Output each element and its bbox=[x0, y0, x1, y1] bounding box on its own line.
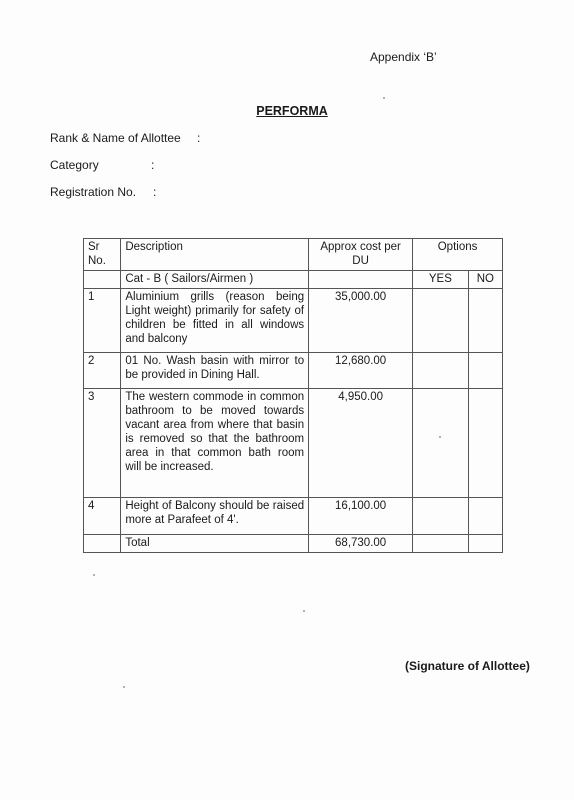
category-label: Category bbox=[50, 158, 99, 172]
row-no-cell[interactable] bbox=[468, 353, 502, 389]
header-yes: YES bbox=[413, 271, 469, 289]
header-no: NO bbox=[468, 271, 502, 289]
row-yes-cell[interactable] bbox=[413, 289, 469, 353]
table-header-row bbox=[84, 239, 503, 271]
signature-label: (Signature of Allottee) bbox=[405, 659, 530, 673]
scan-speck bbox=[303, 610, 305, 612]
row-yes-cell[interactable] bbox=[413, 389, 469, 498]
document-title: PERFORMA bbox=[256, 104, 328, 118]
header-cost: Approx cost per DU bbox=[309, 239, 413, 271]
header-options: Options bbox=[413, 239, 503, 271]
row-sr: 4 bbox=[84, 498, 121, 535]
rank-name-label: Rank & Name of Allottee bbox=[50, 131, 181, 145]
row-description: The western commode in common bathroom to be moved towards vacant area from where that basin is removed so that the bathroom area in that common bath room will be increased. bbox=[121, 389, 309, 498]
table-row bbox=[84, 289, 503, 353]
table-row bbox=[84, 353, 503, 389]
category-cost-cell bbox=[309, 271, 413, 289]
total-row bbox=[84, 535, 503, 553]
category-colon: : bbox=[151, 158, 155, 172]
row-description: Height of Balcony should be raised more at Parafeet of 4'. bbox=[121, 498, 309, 535]
header-sr: Sr No. bbox=[84, 239, 121, 271]
category-label-cell: Cat - B ( Sailors/Airmen ) bbox=[121, 271, 309, 289]
row-cost: 4,950.00 bbox=[309, 389, 413, 498]
row-cost: 12,680.00 bbox=[309, 353, 413, 389]
category-field bbox=[50, 158, 155, 172]
registration-label: Registration No. bbox=[50, 185, 137, 199]
row-sr: 1 bbox=[84, 289, 121, 353]
appendix-label: Appendix ‘B’ bbox=[370, 50, 437, 64]
row-description: 01 No. Wash basin with mirror to be provided in Dining Hall. bbox=[121, 353, 309, 389]
total-no-cell bbox=[468, 535, 502, 553]
row-yes-cell[interactable] bbox=[413, 353, 469, 389]
registration-field bbox=[50, 185, 157, 199]
scan-speck bbox=[383, 97, 385, 99]
row-no-cell[interactable] bbox=[468, 289, 502, 353]
total-yes-cell bbox=[413, 535, 469, 553]
scan-speck bbox=[93, 574, 95, 576]
total-value: 68,730.00 bbox=[309, 535, 413, 553]
row-cost: 35,000.00 bbox=[309, 289, 413, 353]
rank-name-colon: : bbox=[197, 131, 201, 145]
row-sr: 3 bbox=[84, 389, 121, 498]
row-yes-cell[interactable] bbox=[413, 498, 469, 535]
row-sr: 2 bbox=[84, 353, 121, 389]
registration-colon: : bbox=[153, 185, 157, 199]
performa-table bbox=[83, 238, 503, 553]
table-row bbox=[84, 389, 503, 498]
scan-speck bbox=[123, 686, 125, 688]
total-label: Total bbox=[121, 535, 309, 553]
table-row bbox=[84, 498, 503, 535]
category-sr-cell bbox=[84, 271, 121, 289]
row-description: Aluminium grills (reason being Light weight) primarily for safety of children be fitted in all windows and balcony bbox=[121, 289, 309, 353]
scan-speck bbox=[439, 436, 441, 438]
row-cost: 16,100.00 bbox=[309, 498, 413, 535]
header-description: Description bbox=[121, 239, 309, 271]
rank-name-field bbox=[50, 131, 201, 145]
category-row bbox=[84, 271, 503, 289]
row-no-cell[interactable] bbox=[468, 498, 502, 535]
total-sr-cell bbox=[84, 535, 121, 553]
row-no-cell[interactable] bbox=[468, 389, 502, 498]
